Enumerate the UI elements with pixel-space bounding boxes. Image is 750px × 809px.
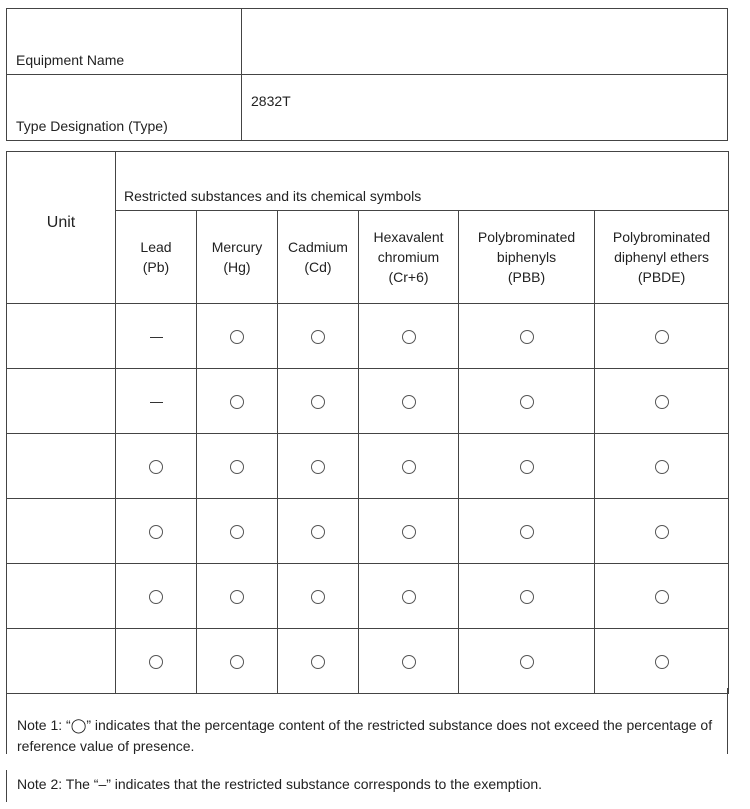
dash-mark-icon <box>150 402 163 403</box>
circle-mark-icon <box>149 525 163 539</box>
column-header-line: Mercury <box>211 239 263 255</box>
circle-mark-icon <box>149 655 163 669</box>
substance-cell <box>197 434 278 499</box>
column-header-3 <box>359 211 459 304</box>
dash-mark-icon <box>150 337 163 338</box>
circle-mark-icon <box>149 590 163 604</box>
column-header-line: (Cd) <box>304 259 332 275</box>
substance-cell <box>595 629 729 694</box>
substance-cell <box>595 499 729 564</box>
substance-cell <box>595 369 729 434</box>
circle-mark-icon <box>520 460 534 474</box>
equipment-name-label: Equipment Name <box>7 9 242 75</box>
column-header-2 <box>278 211 359 304</box>
circle-mark-icon <box>311 590 325 604</box>
substance-cell <box>459 369 595 434</box>
notes-section <box>6 688 728 792</box>
column-header-line: Lead <box>140 239 172 255</box>
substance-cell <box>595 434 729 499</box>
substance-cell <box>278 304 359 369</box>
unit-cell <box>7 369 116 434</box>
circle-mark-icon <box>402 655 416 669</box>
circle-mark-icon <box>655 460 669 474</box>
column-header-line: diphenyl ethers <box>614 249 710 265</box>
table-row <box>7 369 729 434</box>
circle-mark-icon <box>149 460 163 474</box>
substance-cell <box>197 369 278 434</box>
substance-cell <box>197 564 278 629</box>
circle-mark-icon <box>230 590 244 604</box>
equipment-name-value <box>242 9 728 75</box>
circle-mark-icon <box>655 525 669 539</box>
circle-mark-icon <box>230 395 244 409</box>
column-header-line: (PBDE) <box>637 269 686 285</box>
circle-mark-icon <box>520 590 534 604</box>
substance-cell <box>116 369 197 434</box>
circle-mark-icon <box>655 330 669 344</box>
substance-cell <box>116 499 197 564</box>
column-header-line: Polybrominated <box>477 229 576 245</box>
circle-mark-icon <box>520 330 534 344</box>
column-header-line: Hexavalent <box>373 229 444 245</box>
circle-mark-icon <box>402 525 416 539</box>
column-header-1 <box>197 211 278 304</box>
column-header-5 <box>595 211 729 304</box>
substance-cell <box>197 499 278 564</box>
group-header-row <box>7 152 729 211</box>
substance-cell <box>359 304 459 369</box>
table-row <box>7 499 729 564</box>
unit-cell <box>7 629 116 694</box>
circle-mark-icon <box>655 655 669 669</box>
table-row <box>7 629 729 694</box>
unit-cell <box>7 304 116 369</box>
column-header-row <box>7 211 729 304</box>
table-row <box>7 434 729 499</box>
substance-cell <box>459 304 595 369</box>
substance-cell <box>359 434 459 499</box>
substance-cell <box>197 304 278 369</box>
column-header-line: chromium <box>377 249 440 265</box>
substance-cell <box>278 499 359 564</box>
substance-cell <box>359 499 459 564</box>
column-header-0 <box>116 211 197 304</box>
circle-mark-icon <box>311 655 325 669</box>
unit-cell <box>7 564 116 629</box>
circle-mark-icon <box>230 525 244 539</box>
substance-cell <box>278 564 359 629</box>
table-row <box>7 564 729 629</box>
circle-mark-icon <box>311 395 325 409</box>
circle-mark-icon <box>520 525 534 539</box>
substance-cell <box>459 434 595 499</box>
column-header-line: Polybrominated <box>612 229 711 245</box>
circle-mark-icon <box>520 655 534 669</box>
substance-cell <box>116 629 197 694</box>
column-header-line: (Hg) <box>223 259 251 275</box>
circle-mark-icon <box>230 655 244 669</box>
substance-cell <box>595 564 729 629</box>
restricted-substances-header: Restricted substances and its chemical symbols <box>116 152 729 211</box>
restricted-substances-table <box>6 151 729 694</box>
circle-mark-icon <box>311 330 325 344</box>
circle-mark-icon <box>655 590 669 604</box>
substance-cell <box>197 629 278 694</box>
substance-cell <box>359 564 459 629</box>
circle-mark-icon <box>402 590 416 604</box>
circle-mark-icon <box>520 395 534 409</box>
substance-cell <box>459 564 595 629</box>
note-1: Note 1: “◯” indicates that the percentage content of the restricted substance does not exceed the percentage of reference value of presence. <box>6 688 728 754</box>
column-header-line: Cadmium <box>288 239 348 255</box>
substance-cell <box>278 434 359 499</box>
circle-mark-icon <box>402 330 416 344</box>
column-header-line: biphenyls <box>496 249 557 265</box>
table-row <box>7 304 729 369</box>
circle-mark-icon <box>230 330 244 344</box>
type-designation-label: Type Designation (Type) <box>7 75 242 141</box>
circle-mark-icon <box>311 525 325 539</box>
column-header-line: (Cr+6) <box>388 269 429 285</box>
equipment-name-row <box>7 9 728 75</box>
substance-cell <box>116 304 197 369</box>
substance-cell <box>595 304 729 369</box>
unit-header: Unit <box>7 152 116 304</box>
circle-mark-icon <box>230 460 244 474</box>
unit-cell <box>7 499 116 564</box>
column-header-line: (PBB) <box>507 269 546 285</box>
circle-mark-icon <box>655 395 669 409</box>
substance-cell <box>116 564 197 629</box>
column-header-4 <box>459 211 595 304</box>
column-header-line: (Pb) <box>142 259 170 275</box>
equipment-info-table <box>6 8 728 141</box>
substance-cell <box>359 629 459 694</box>
circle-mark-icon <box>402 460 416 474</box>
type-designation-value: 2832T <box>242 75 728 141</box>
substance-cell <box>459 629 595 694</box>
substance-cell <box>459 499 595 564</box>
unit-cell <box>7 434 116 499</box>
substance-cell <box>278 629 359 694</box>
type-designation-row <box>7 75 728 141</box>
note-2: Note 2: The “–” indicates that the restricted substance corresponds to the exemption. <box>6 770 542 802</box>
circle-mark-icon <box>402 395 416 409</box>
circle-mark-icon <box>311 460 325 474</box>
substance-cell <box>116 434 197 499</box>
substance-cell <box>278 369 359 434</box>
substance-cell <box>359 369 459 434</box>
